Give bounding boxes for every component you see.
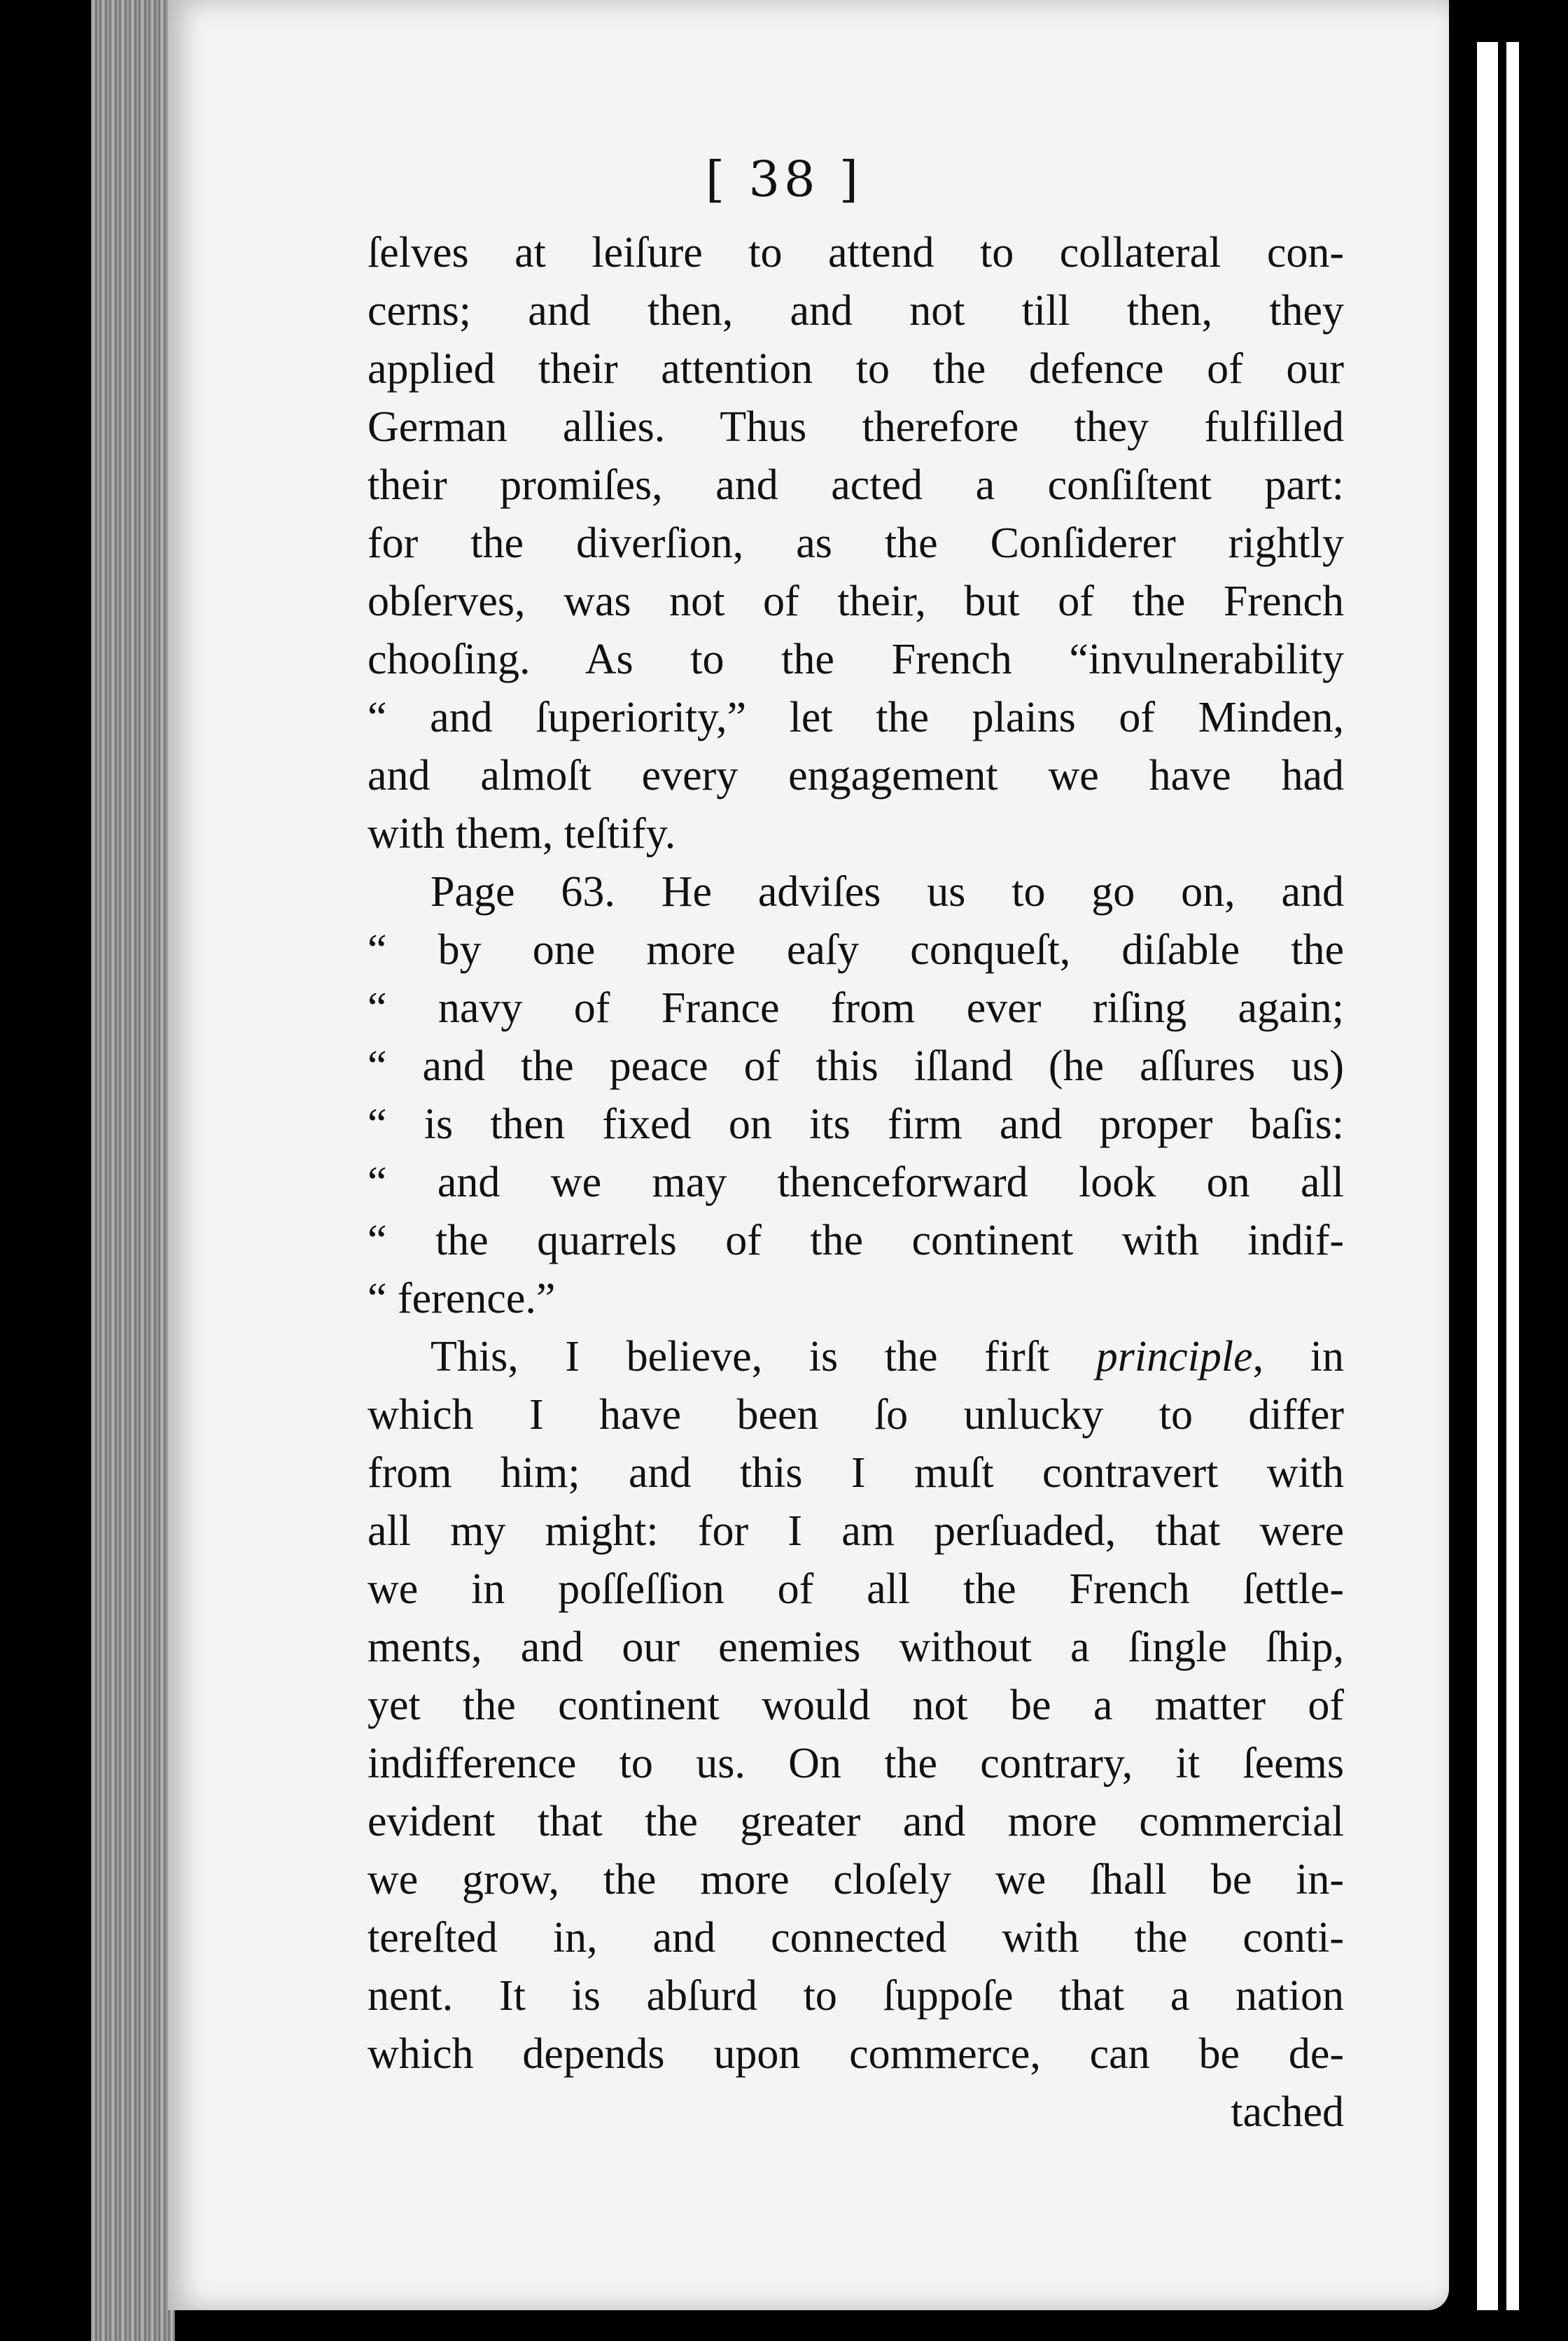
text-line: “ navy of France from ever riſing again; <box>368 984 1344 1032</box>
text-line: their promiſes, and acted a conſiſtent part: <box>368 461 1344 509</box>
text-line: yet the continent would not be a matter of <box>368 1682 1344 1729</box>
text-line: “ the quarrels of the continent with indif- <box>368 1217 1344 1264</box>
text-line: “ is then fixed on its firm and proper baſis: <box>368 1100 1344 1148</box>
text-line: which I have been ſo unlucky to differ <box>368 1391 1344 1439</box>
text-line: “ by one more eaſy conqueſt, diſable the <box>368 926 1344 974</box>
text-line: applied their attention to the defence of our <box>368 345 1344 393</box>
text-line: indifference to us. On the contrary, it ſeems <box>368 1740 1344 1787</box>
text-line: ſelves at leiſure to attend to collateral con- <box>368 229 1344 277</box>
text-line: we grow, the more cloſely we ſhall be in- <box>368 1856 1344 1903</box>
text-line: from him; and this I muſt contravert with <box>368 1449 1344 1497</box>
body-text <box>368 224 1344 2141</box>
text-line: tached <box>1231 2088 1344 2136</box>
text-line: with them, teſtify. <box>368 810 676 858</box>
text-line: “ ference.” <box>368 1275 556 1322</box>
text-line: obſerves, was not of their, but of the French <box>368 578 1344 625</box>
text-line: for the diverſion, as the Conſiderer rightly <box>368 519 1344 567</box>
text-line: ments, and our enemies without a ſingle ſhip, <box>368 1623 1344 1671</box>
text-line: “ and the peace of this iſland (he aſſures us) <box>368 1042 1344 1090</box>
book-page-edges <box>91 0 175 2341</box>
text-line: and almoſt every engagement we have had <box>368 752 1344 799</box>
text-line: which depends upon commerce, can be de- <box>368 2030 1344 2078</box>
text-line: evident that the greater and more commercial <box>368 1798 1344 1845</box>
text-line: all my might: for I am perſuaded, that were <box>368 1507 1344 1555</box>
facing-page-gutter <box>1498 42 1506 2310</box>
text-line: German allies. Thus therefore they fulfilled <box>368 403 1344 451</box>
text-line: This, I believe, is the firſt principle, in <box>430 1333 1344 1381</box>
text-line: cerns; and then, and not till then, they <box>368 287 1344 335</box>
text-line: “ and ſuperiority,” let the plains of Minden, <box>368 694 1344 741</box>
text-line: nent. It is abſurd to ſuppoſe that a nation <box>368 1972 1344 2020</box>
text-line: chooſing. As to the French “invulnerability <box>368 636 1344 683</box>
text-line: tereſted in, and connected with the conti- <box>368 1914 1344 1962</box>
page-number-header: [ 38 ] <box>705 151 863 208</box>
text-line: “ and we may thenceforward look on all <box>368 1159 1344 1206</box>
text-line: Page 63. He adviſes us to go on, and <box>430 868 1344 916</box>
text-line: we in poſſeſſion of all the French ſettle- <box>368 1565 1344 1613</box>
